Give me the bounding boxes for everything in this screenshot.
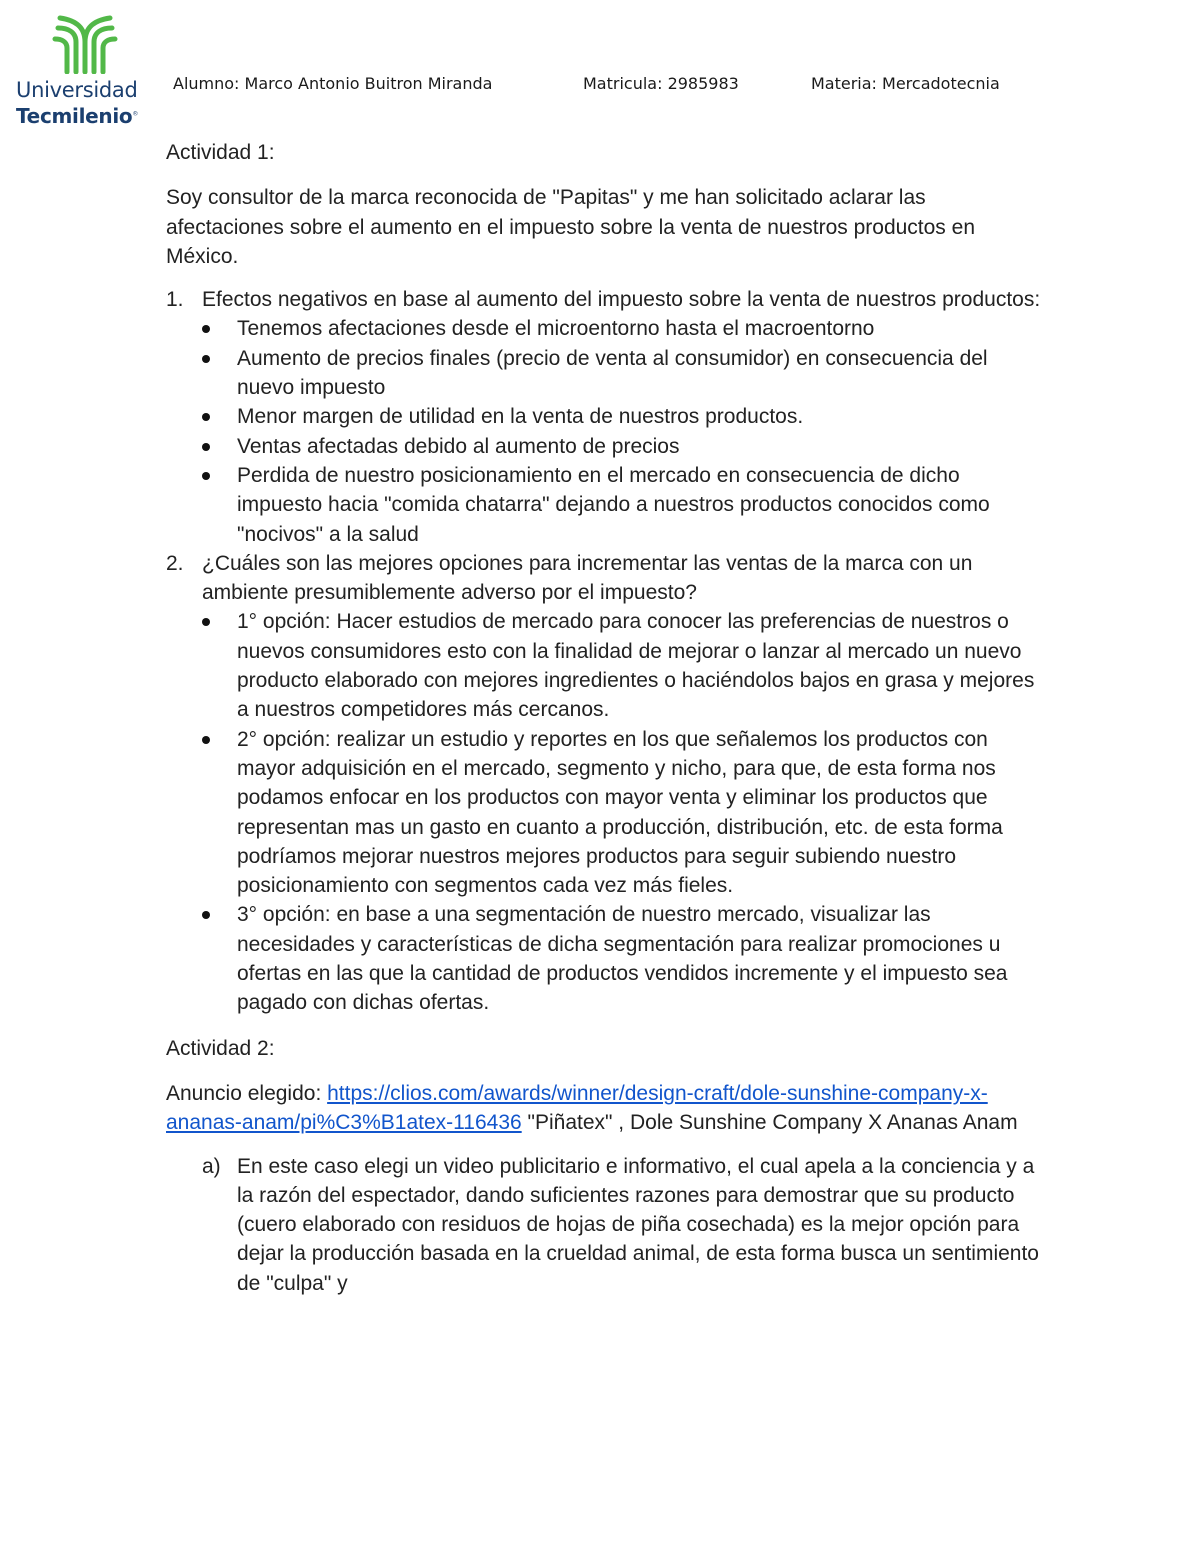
bullet-icon <box>202 355 210 363</box>
list-item <box>202 1152 1046 1298</box>
ad-link[interactable]: https://clios.com/awards/winner/design-craft/dole-sunshine-company-x-ananas-anam/pi%C3%B1atex-116436 <box>166 1081 988 1135</box>
anuncio-elegido <box>166 1079 1046 1138</box>
question-number: 1. <box>166 288 184 312</box>
bullet-icon <box>202 472 210 480</box>
bullet-icon <box>202 413 210 421</box>
list-item <box>202 607 1046 724</box>
list-item <box>202 725 1046 901</box>
bullet-icon <box>202 325 210 333</box>
question-2 <box>166 549 1046 1018</box>
bullet-icon <box>202 736 210 744</box>
list-item-text: En este caso elegi un video publicitario e informativo, el cual apela a la conciencia y a la razón del espectador, dando suficientes razones para demostrar que su producto (cuero elaborado con residuos de hojas de piña cosechada) es la mejor opción para dejar la producción basada en la crueldad animal, de esta forma busca un sentimiento de "culpa" y <box>237 1154 1039 1295</box>
question-1 <box>166 285 1046 549</box>
bullet-list <box>202 314 1046 548</box>
bullet-list <box>202 607 1046 1017</box>
list-item-text: 1° opción: Hacer estudios de mercado para conocer las preferencias de nuestros o nuevos consumidores esto con la finalidad de mejorar o lanzar al mercado un nuevo producto elaborado con mejores ingredientes o haciéndolos bajos en grasa y mejores a nuestros competidores más cercanos. <box>237 610 1035 722</box>
answer-list <box>202 1152 1046 1298</box>
logo-text-universidad: Universidad <box>16 78 138 102</box>
list-item-text: Aumento de precios finales (precio de venta al consumidor) en consecuencia del nuevo impuesto <box>237 346 988 400</box>
bullet-icon <box>202 618 210 626</box>
list-item-text: 2° opción: realizar un estudio y reportes en los que señalemos los productos con mayor adquisición en el mercado, segmento y nicho, para que, de esta forma nos podamos enfocar en los productos con mayor venta y eliminar los productos que representan mas un gasto en cuanto a producción, distribución, etc. de esta forma podríamos mejorar nuestros mejores productos para seguir subiendo nuestro posicionamiento con segmentos cada vez más fieles. <box>237 727 1003 898</box>
list-item <box>202 461 1046 549</box>
tecmilenio-leaf-icon <box>52 12 118 74</box>
list-item-text: Perdida de nuestro posicionamiento en el mercado en consecuencia de dicho impuesto hacia "comida chatarra" dejando a nuestros productos conocidos como "nocivos" a la salud <box>237 463 990 546</box>
question-number: 2. <box>166 551 184 575</box>
question-list <box>166 285 1046 1017</box>
item-label: a) <box>202 1154 221 1178</box>
anuncio-prefix: Anuncio elegido: <box>166 1081 328 1105</box>
registered-mark: ® <box>132 110 139 118</box>
document-body <box>166 138 1046 1298</box>
bullet-icon <box>202 443 210 451</box>
anuncio-suffix: "Piñatex" , Dole Sunshine Company X Ananas Anam <box>521 1111 1018 1135</box>
bullet-icon <box>202 911 210 919</box>
list-item-text: 3° opción: en base a una segmentación de nuestro mercado, visualizar las necesidades y características de dicha segmentación para realizar promociones u ofertas en las que la cantidad de productos vendidos incremente y el impuesto sea pagado con dichas ofertas. <box>237 903 1008 1015</box>
header-alumno: Alumno: Marco Antonio Buitron Miranda <box>173 74 493 93</box>
list-item <box>202 314 1046 343</box>
actividad2-title: Actividad 2: <box>166 1036 275 1060</box>
actividad1-intro: Soy consultor de la marca reconocida de "Papitas" y me han solicitado aclarar las afectaciones sobre el aumento en el impuesto sobre la venta de nuestros productos en México. <box>166 186 976 268</box>
list-item <box>202 402 1046 431</box>
question-text: Efectos negativos en base al aumento del impuesto sobre la venta de nuestros productos: <box>202 288 1041 312</box>
list-item <box>202 900 1046 1017</box>
list-item <box>202 432 1046 461</box>
university-logo <box>14 12 154 128</box>
logo-text-tecmilenio: Tecmilenio® <box>16 104 139 128</box>
header-matricula: Matricula: 2985983 <box>583 74 739 93</box>
question-text: ¿Cuáles son las mejores opciones para incrementar las ventas de la marca con un ambiente presumiblemente adverso por el impuesto? <box>202 551 973 605</box>
list-item-text: Tenemos afectaciones desde el microentorno hasta el macroentorno <box>237 317 875 341</box>
list-item <box>202 344 1046 403</box>
actividad1-title: Actividad 1: <box>166 141 275 164</box>
list-item-text: Menor margen de utilidad en la venta de nuestros productos. <box>237 405 804 429</box>
header-materia: Materia: Mercadotecnia <box>811 74 1000 93</box>
list-item-text: Ventas afectadas debido al aumento de precios <box>237 434 680 458</box>
